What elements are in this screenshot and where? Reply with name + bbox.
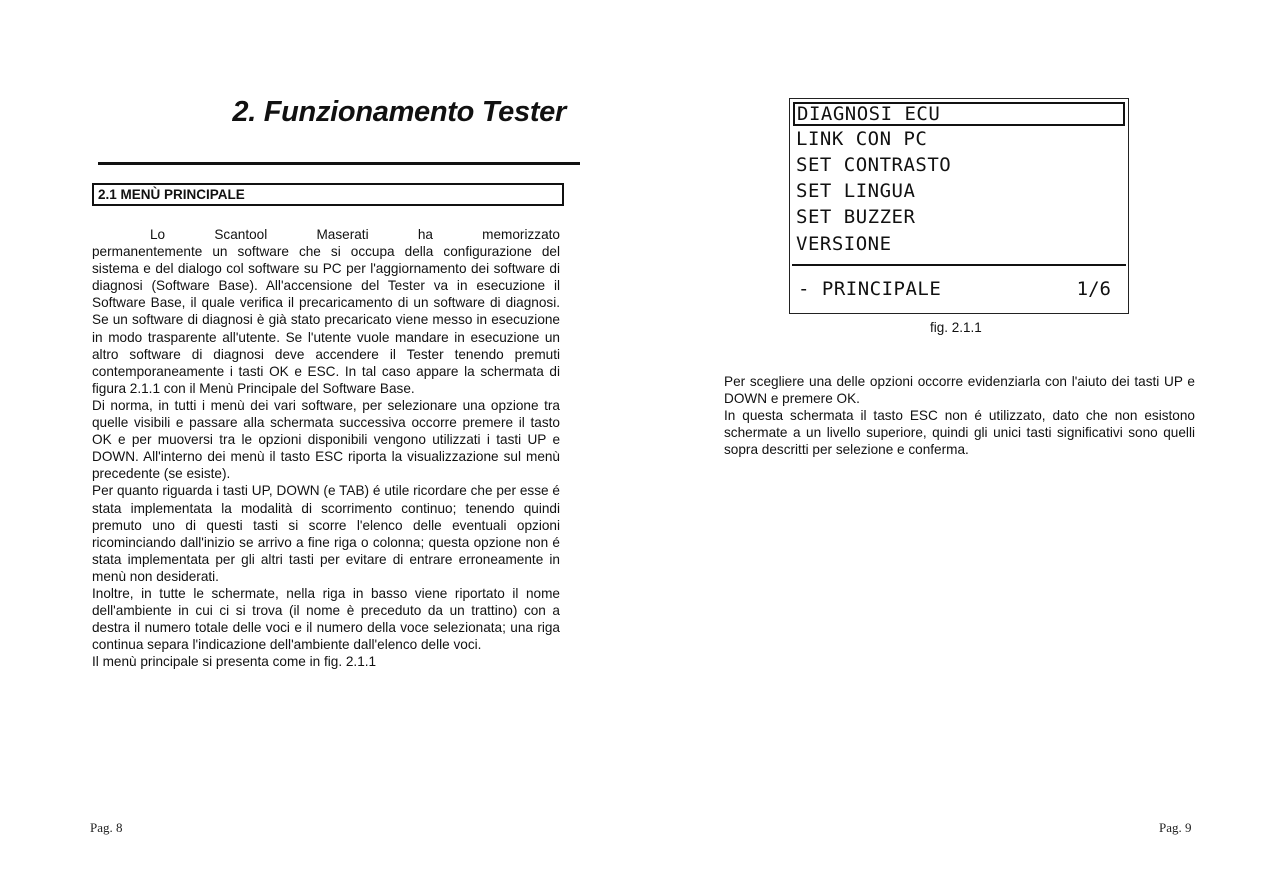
section-title: 2.1 MENÙ PRINCIPALE [98,187,245,202]
lcd-footer-counter: 1/6 [1076,278,1111,300]
right-page [632,0,1265,880]
body-text [92,226,560,670]
right-body-text [724,373,1195,458]
lcd-item-selected: DIAGNOSI ECU [793,102,1125,126]
title-rule [98,162,580,165]
word: Scantool [214,227,268,242]
left-page [0,0,630,880]
lcd-item: VERSIONE [796,233,892,255]
lcd-item: SET BUZZER [796,206,916,228]
paragraph-2: Di norma, in tutti i menù dei vari software, per selezionare una opzione tra quelle visibili e passare alla schermata successiva occorre premere il tasto OK e per muoversi tra le opzioni disponibili vengono utilizzati i tasti UP e DOWN. All'interno dei menù il tasto ESC riporta la visualizzazione sul menù precedente (se esiste). [92,397,560,482]
lcd-display-figure [789,98,1129,314]
paragraph-5: Il menù principale si presenta come in fig. 2.1.1 [92,654,377,670]
page-number-left: Pag. 8 [90,820,123,835]
right-paragraph-2: In questa schermata il tasto ESC non é utilizzato, dato che non esistono schermate a un livello superiore, quindi gli unici tasti significativi sono quelli sopra descritti per selezione e conferma. [724,408,1195,458]
lcd-item: SET CONTRASTO [796,154,952,176]
word: Maserati [316,227,369,242]
section-header-box [92,183,564,206]
word: memorizzato [482,227,560,242]
page-number-right: Pag. 9 [1159,820,1192,835]
word: ha [417,227,433,242]
lcd-item: LINK CON PC [796,128,928,150]
paragraph-1: permanentemente un software che si occupa della configurazione del sistema e del dialogo col software su PC per l'aggiornamento dei software di diagnosi (Software Base). All'accensione del Tester va in esecuzione il Software Base, il quale verifica il precaricamento di un software di diagnosi. Se un software di diagnosi è già stato precaricato viene messo in esecuzione in modo trasparente all'utente. Se l'utente vuole mandare in esecuzione un altro software di diagnosi deve accendere il Tester tenendo premuti contemporaneamente i tasti OK e ESC. In tal caso appare la schermata di figura 2.1.1 con il Menù Principale del Software Base. [92,244,560,396]
lcd-divider [792,264,1126,266]
right-paragraph-1: Per scegliere una delle opzioni occorre evidenziarla con l'aiuto dei tasti UP e DOWN e premere OK. [724,374,1195,407]
word: Lo [150,227,166,242]
paragraph-3: Per quanto riguarda i tasti UP, DOWN (e TAB) é utile ricordare che per esse é stata implementata la modalità di scorrimento continuo; tenendo quindi premuto uno di questi tasti si scorre l'elenco delle eventuali opzioni ricominciando dall'inizio se arrivo a fine riga o colonna; questa opzione non é stata implementata per gli altri tasti per evitare di entrare erroneamente in menù non desiderati. [92,483,560,584]
first-line [92,226,560,243]
chapter-title: 2. Funzionamento Tester [232,96,566,128]
lcd-footer-label: - PRINCIPALE [798,278,942,300]
figure-caption: fig. 2.1.1 [930,320,982,335]
paragraph-4: Inoltre, in tutte le schermate, nella riga in basso viene riportato il nome dell'ambiente in cui ci si trova (il nome è preceduto da un trattino) con a destra il numero totale delle voci e il numero della voce selezionata; una riga continua separa l'indicazione dell'ambiente dall'elenco delle voci. [92,585,560,653]
lcd-item: SET LINGUA [796,180,916,202]
